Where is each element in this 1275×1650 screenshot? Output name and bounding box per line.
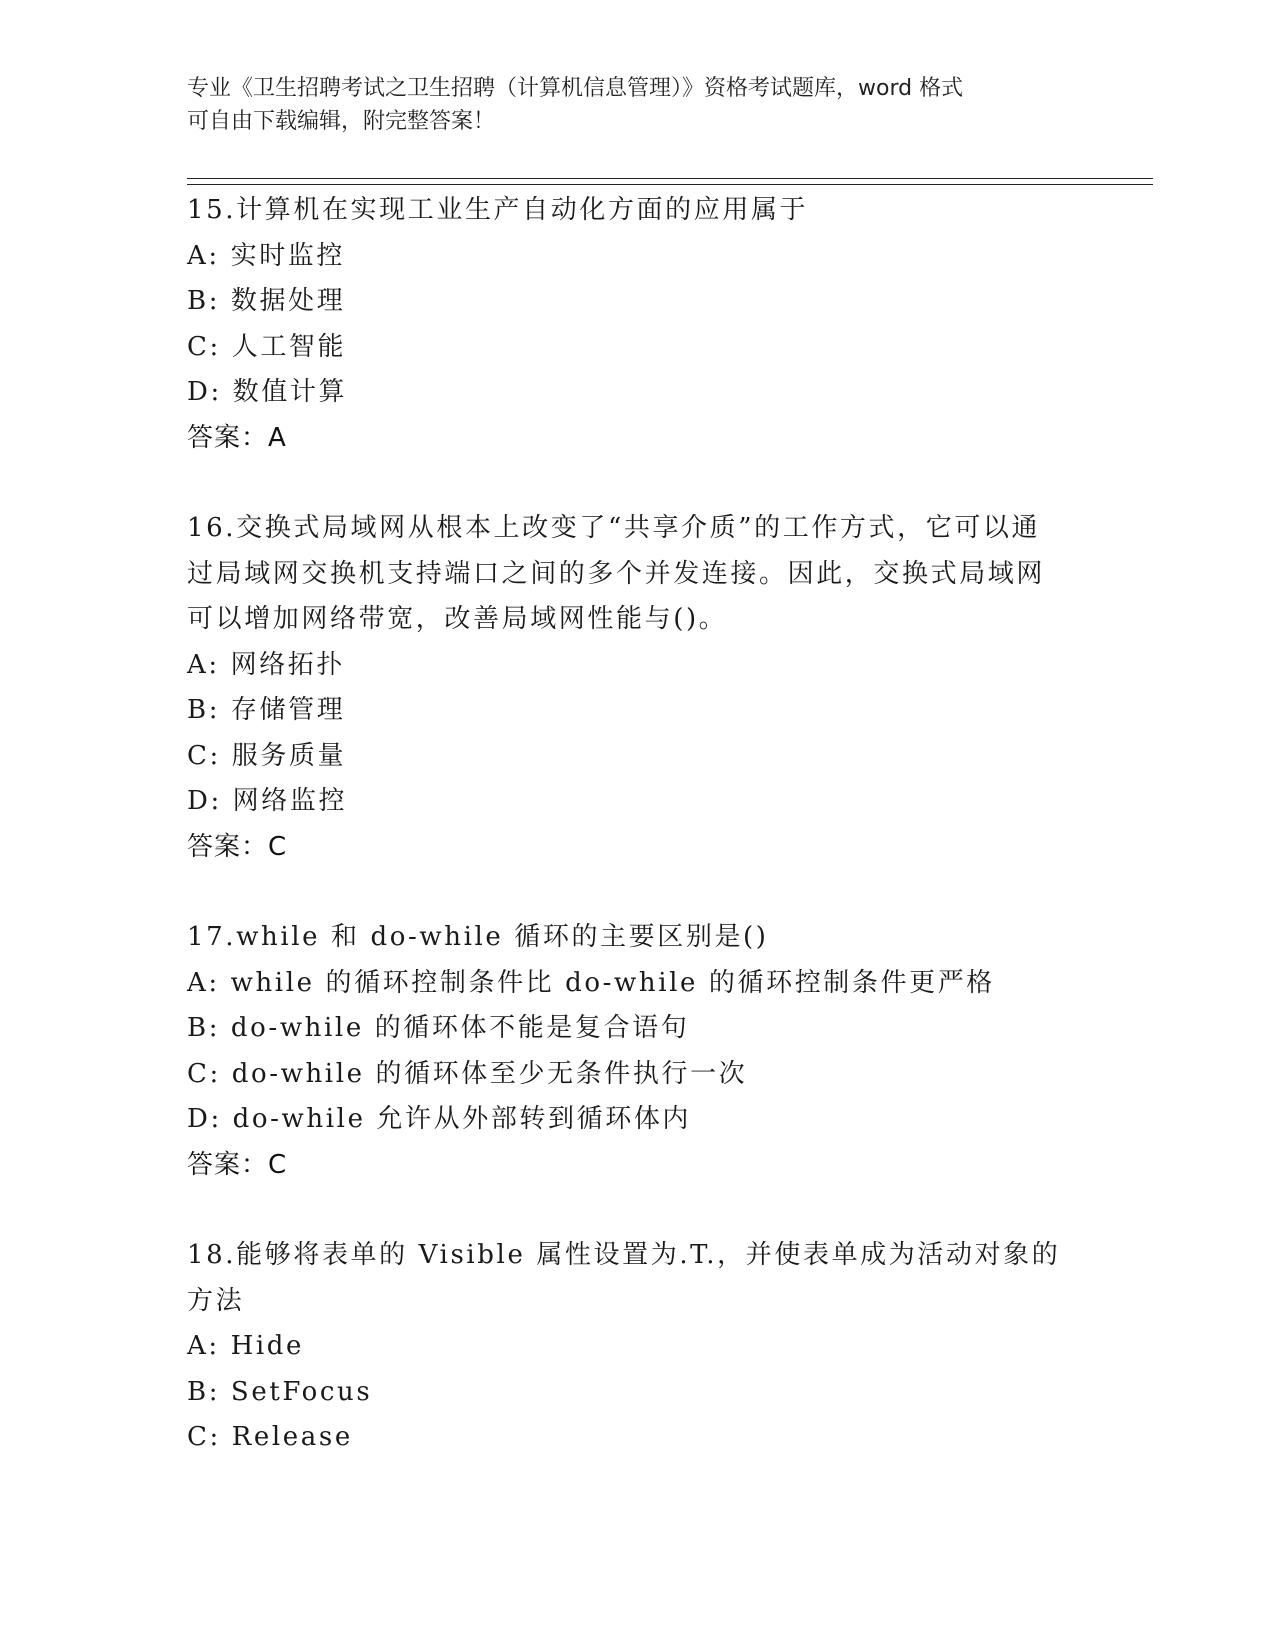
option-d: D: do-while 允许从外部转到循环体内	[187, 1104, 692, 1134]
question-17	[187, 915, 1067, 1188]
option-b: B: 数据处理	[187, 286, 346, 316]
option-b: B: do-while 的循环体不能是复合语句	[187, 1013, 690, 1043]
question-15	[187, 188, 1067, 461]
option-c: C: 人工智能	[187, 331, 347, 362]
option-b: B: 存储管理	[187, 695, 346, 725]
option-b: B: SetFocus	[187, 1376, 373, 1407]
header-rule-bottom	[187, 184, 1153, 185]
question-stem: 15.计算机在实现工业生产自动化方面的应用属于	[187, 195, 809, 225]
header-rule-top	[187, 178, 1153, 179]
option-c: C: 服务质量	[187, 740, 347, 771]
question-stem: 16.交换式局域网从根本上改变了“共享介质”的工作方式，它可以通过局域网交换机支持端口之间的多个并发连接。因此，交换式局域网可以增加网络带宽，改善局域网性能与()。	[187, 513, 1046, 634]
option-d: D: 网络监控	[187, 786, 348, 816]
option-c: C: do-while 的循环体至少无条件执行一次	[187, 1058, 748, 1089]
option-a: A: Hide	[187, 1331, 305, 1361]
answer: 答案：A	[187, 422, 287, 453]
question-18	[187, 1233, 1067, 1461]
answer: 答案：C	[187, 1149, 288, 1180]
option-a: A: 实时监控	[187, 240, 346, 271]
answer: 答案：C	[187, 831, 288, 862]
option-d: D: 数值计算	[187, 377, 348, 407]
option-a: A: 网络拓扑	[187, 649, 346, 680]
option-c: C: Release	[187, 1422, 353, 1452]
option-a: A: while 的循环控制条件比 do-while 的循环控制条件更严格	[187, 967, 995, 998]
question-stem: 17.while 和 do-while 循环的主要区别是()	[187, 922, 769, 952]
question-16	[187, 506, 1067, 870]
question-list	[187, 188, 1067, 1506]
question-stem: 18.能够将表单的 Visible 属性设置为.T.，并使表单成为活动对象的方法	[187, 1240, 1061, 1316]
document-header: 专业《卫生招聘考试之卫生招聘（计算机信息管理）》资格考试题库，word 格式 可自由下载编辑，附完整答案！	[187, 76, 964, 134]
